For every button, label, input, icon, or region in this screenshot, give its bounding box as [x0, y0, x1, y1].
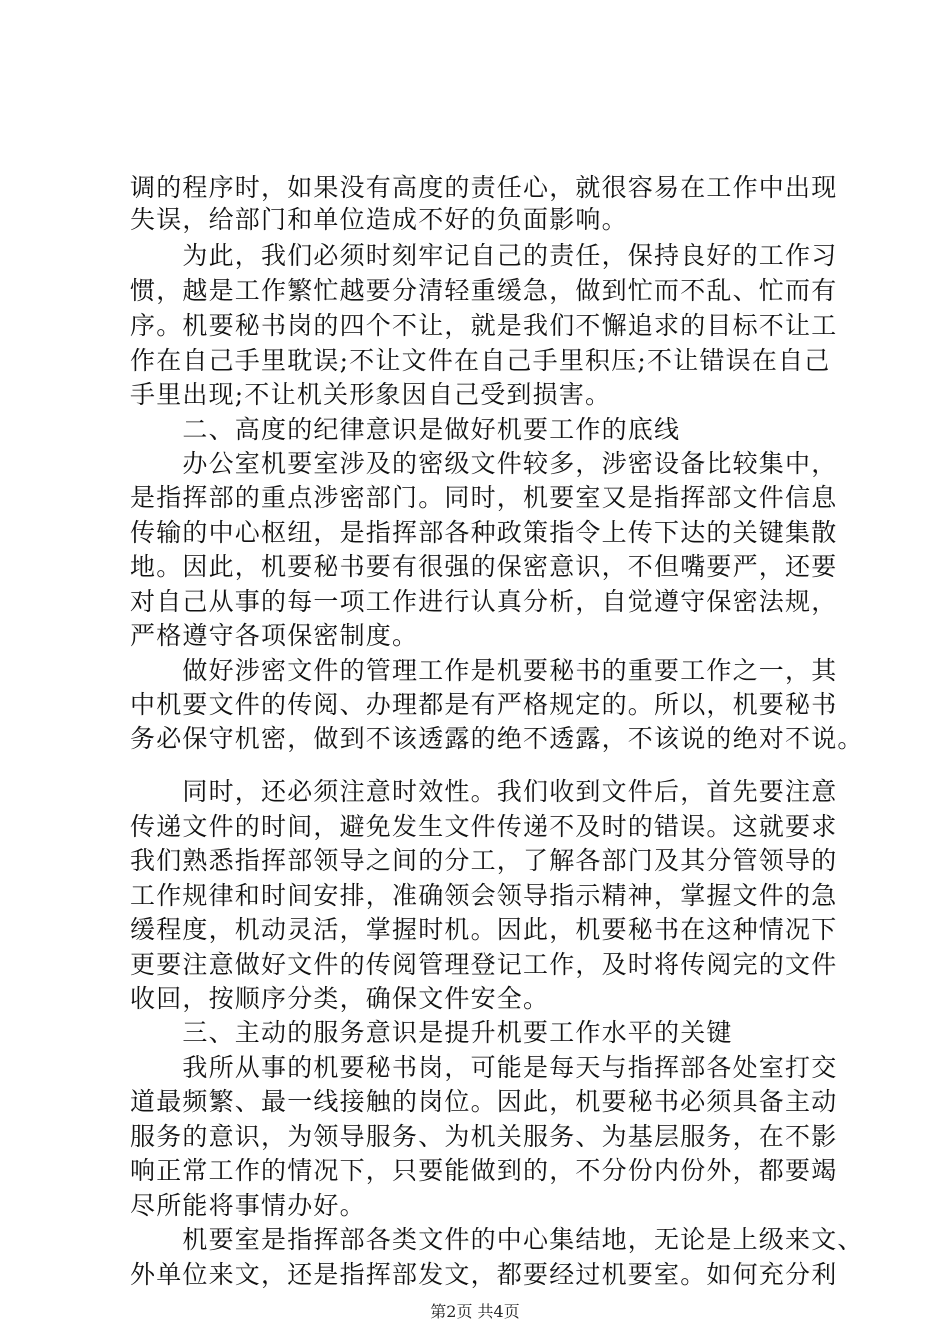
text-line: 道最频繁、最一线接触的岗位。因此，机要秘书必须具备主动 — [130, 1087, 838, 1116]
text-line: 严格遵守各项保密制度。 — [130, 621, 419, 650]
text-line: 响正常工作的情况下，只要能做到的，不分份内份外，都要竭 — [130, 1156, 838, 1185]
text-line: 手里出现;不让机关形象因自己受到损害。 — [130, 380, 612, 409]
section-heading: 三、主动的服务意识是提升机要工作水平的关键 — [130, 1018, 733, 1047]
text-line: 我们熟悉指挥部领导之间的分工，了解各部门及其分管领导的 — [130, 846, 838, 875]
text-line: 失误，给部门和单位造成不好的负面影响。 — [130, 205, 628, 234]
text-line: 地。因此，机要秘书要有很强的保密意识，不但嘴要严，还要 — [130, 552, 838, 581]
text-line: 我所从事的机要秘书岗，可能是每天与指挥部各处室打交 — [130, 1053, 838, 1082]
text-line: 机要室是指挥部各类文件的中心集结地，无论是上级来文、 — [130, 1225, 864, 1254]
text-line: 传输的中心枢纽，是指挥部各种政策指令上传下达的关键集散 — [130, 518, 838, 547]
text-line: 为此，我们必须时刻牢记自己的责任，保持良好的工作习 — [130, 241, 838, 270]
text-line: 工作规律和时间安排，准确领会领导指示精神，掌握文件的急 — [130, 881, 838, 910]
text-line: 外单位来文，还是指挥部发文，都要经过机要室。如何充分利 — [130, 1260, 838, 1289]
text-line: 尽所能将事情办好。 — [130, 1191, 366, 1220]
text-line: 序。机要秘书岗的四个不让，就是我们不懈追求的目标不让工 — [130, 311, 838, 340]
text-line: 务必保守机密，做到不该透露的绝不透露，不该说的绝对不说。 — [130, 724, 864, 753]
text-line: 办公室机要室涉及的密级文件较多，涉密设备比较集中， — [130, 449, 838, 478]
text-line: 惯，越是工作繁忙越要分清轻重缓急，做到忙而不乱、忙而有 — [130, 276, 838, 305]
text-line: 更要注意做好文件的传阅管理登记工作，及时将传阅完的文件 — [130, 950, 838, 979]
text-line: 缓程度，机动灵活，掌握时机。因此，机要秘书在这种情况下 — [130, 915, 838, 944]
text-line: 同时，还必须注意时效性。我们收到文件后，首先要注意 — [130, 777, 838, 806]
text-line: 收回，按顺序分类，确保文件安全。 — [130, 984, 550, 1013]
text-line: 中机要文件的传阅、办理都是有严格规定的。所以，机要秘书 — [130, 690, 838, 719]
text-line: 调的程序时，如果没有高度的责任心，就很容易在工作中出现 — [130, 173, 838, 202]
text-line: 作在自己手里耽误;不让文件在自己手里积压;不让错误在自己 — [130, 346, 831, 375]
text-line: 服务的意识，为领导服务、为机关服务、为基层服务，在不影 — [130, 1122, 838, 1151]
section-heading: 二、高度的纪律意识是做好机要工作的底线 — [130, 415, 681, 444]
page-number-footer: 第2页 共4页 — [430, 1302, 520, 1321]
text-line: 传递文件的时间，避免发生文件传递不及时的错误。这就要求 — [130, 812, 838, 841]
text-line: 对自己从事的每一项工作进行认真分析，自觉遵守保密法规， — [130, 587, 838, 616]
text-line: 是指挥部的重点涉密部门。同时，机要室又是指挥部文件信息 — [130, 483, 838, 512]
text-line: 做好涉密文件的管理工作是机要秘书的重要工作之一，其 — [130, 656, 838, 685]
